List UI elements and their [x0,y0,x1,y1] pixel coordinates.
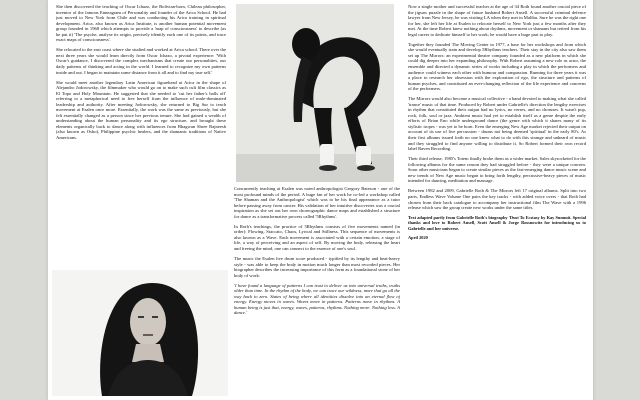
credit-note: Text adapted partly from Gabrielle Roth's biography 'Dust To Ecstasy by Kay Summit. Special thanks and love to Robert Ansell, Scott Ansell & Jorge Rossnowitz for introducing us to Gabrielle and her universe. [408,215,586,231]
paragraph: Now a single mother and successful teacher at the age of 34 Roth found another crucial piece of the jigsaw puzzle in the shape of future husband Robert Ansell. A successful criminal defence lawyer from New Jersey, he was visiting LA when they met in Malibu. Sure he was the right one for her, she left her life at Esalen to relocate herself to New York just a few months after they met. At the time Robert knew nothing about rhythms, movement or shamans but retired from his legal career to dedicate himself to her work; he would have a huge part to play. [408,4,586,37]
text-column-left [56,4,226,266]
dancer-photo [236,4,394,182]
paragraph: Together they founded The Moving Center in 1977, a base for her workshops and from which she would eventually train and develop 5Rhythms teachers. Their stay in the city also saw them set up The Mirrors: an experimental theatre company founded as a new platform in which she could dig deeper into her expanding philosophy. With Robert assuming a new role as actor, the ensemble and directed a dynamic series of works including a play in which the performers and audience could witness each other with humour and compassion. Running for three years it was a place to research her obsession with the exploration of ego, the structure and patterns of human psyches, and constituted an ever-changing reflection of the life experience and concerns of the performers. [408,41,586,92]
block-quote [234,283,400,316]
paragraph: Their third release, 1985's Totem finally broke them as a wider market. Sales skyrocketed for the following albums for the same reason they had struggled before - they were a unique concern. Soon other musicians began to create similar pieces as the fast-emerging dance music scene and new trends of New Age music began to bring forth lengthy, percussive-heavy pieces of music intended for dancing, meditation and massage. [408,156,586,184]
text-column-middle [234,186,400,398]
date-line: April 2020 [408,235,428,241]
quote-text: 'I have found a language of patterns I can trust to deliver us into universal truths, truths older than time. In the rhythm of the body, we can trace our wildness, more that go all the way back to zero. States of being where all identities dissolve into an eternal flow of energy. Energy moves in waves. Waves move in patterns. Patterns move in rhythms. A human being is just that, energy, waves, patterns, rhythms. Nothing more. Nothing less. A dance.' [234,282,400,316]
paragraph: She would meet another legendary Latin American figurehead at Arica in the shape of Alejandro Jodorowsky, the filmmaker who would go on to make such cult film classics as El Topo and Holy Mountain. He suggested that she needed to 'cut her father's balls off' referring to a metaphorical need to free herself from the influence of male-dominated leadership and authority. After meeting Jodorowsky, she returned to Big Sur to teach movement at Esalen once more. Essentially, the work was the same as previously, but she felt essentially changed as a person since her previous tenure. She had gained a wealth of understanding about the human personality and its ego structure, and brought these elements organically back to dance along with influences from Bhagwan Shree Rajneesh (also known as Osho), Philippine psychic healers, and the shamanic traditions of Native Americans. [56,79,226,141]
paragraph: The Mirrors would also become a musical collective - a band devoted to making what she called 'trance' music of that time. Produced by Robert under Gabrielle's direction the lengthy exercises in rhythm that constituted their output had no lyrics, no verses, and no choruses. It wasn't pop, rock, folk, soul or jazz. Ambient music had yet to establish itself as a genre despite the early efforts of Brian Eno while underground dance (the genre with which it shares many of its stylistic tropes - was yet to be born. Even the emerging New Age market rejected their output on account of its use of live percussion - drums not being deemed 'spiritual' in the early 80's. As their first albums issued forth no one knew what to do with this strange and unheard of music and they struggled to find anyone willing to distribute it. So Robert formed their own record label Raven Recording. [408,96,586,152]
paragraph: She relocated to the east coast where she studied and worked at Arica school. There over the next three years she would learn directly from Oscar Ichazo, a pivotal experience: 'With Oscar's guidance, I discovered the complex mechanisms that create our personalities, our daily patterns of thinking and acting in the world. I learned to recognize my own patterns inside and out. I began to maintain some distance from it all and to find my true self.' [56,47,226,75]
document-page [48,0,593,400]
dancer-photo-graphic [236,4,394,182]
paragraph: The music the Esalen live drum score produced - typified by its lengthy and beat-heavy style - was able to keep the body in motion much longer than most recorded pieces. Her biographer describes the increasing importance of this form as a foundational stone of her body of work: [234,256,400,278]
portrait-photo-graphic [52,270,228,396]
paragraph: She then discovered the teaching of Oscar Ichazo, the Bolivian-born, Chilean philosopher, inventor of the famous Enneagram of Personality and founder of the Arica School. He had just moved to New York from Chile and was conducting his Arica training in spiritual development. Arica, also known as Arica Institute, is another human potential movement group founded in 1968 which attempts to provide a 'map of consciousness' to describe (as he put it) 'The psyche, analyse its origin, precisely identify each one of its points, and trace exact maps of consciousness'. [56,4,226,43]
text-column-right [408,4,586,398]
paragraph: Between 1982 and 2009, Gabrielle Roth & The Mirrors left 17 original albums. Split into two parts, Endless Wave Volume One pairs the key tracks - with added voice overs - that Roth had chosen from their back catalogue to accompany her instructional film The Wave with a 1996 release which saw the group create new works under the same titles. [408,188,586,211]
paragraph: In Roth's teachings, the practice of 5Rhythms consists of five movements named (in order): Flowing, Staccato, Chaos, Lyrical and Stillness. This sequence of movements is also known as a Wave. Each movement is associated with a certain emotion, a stage of life, a way of perceiving and an aspect of self. By moving the body, releasing the heart and freeing the mind, one can connect to the essence of one's soul. [234,223,400,251]
portrait-photo [52,270,228,396]
paragraph: Concurrently teaching at Esalen was noted anthropologist Gregory Bateson - one of the most profound minds of the period. A huge fan of her work he co-led a workshop called 'The Shaman and the Anthropologist' which was to be his final appearance as a tutor before passing away from cancer. His validation of her intuitive discoveries was a crucial inspiration as she set out her own choreographic dance maps and established a structure for dance as a transformative process called '5Rhythms'. [234,186,400,219]
